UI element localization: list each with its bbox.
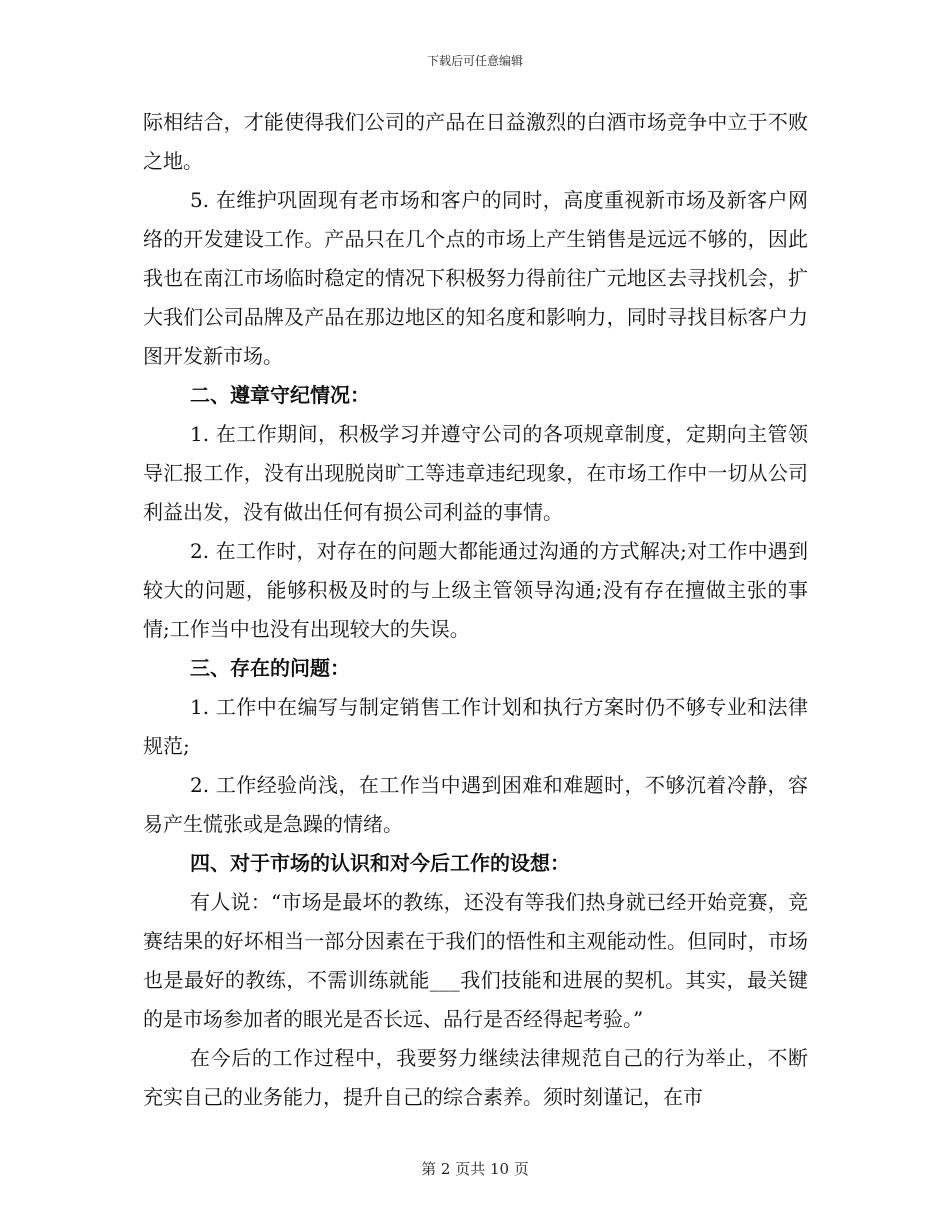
paragraph: 2. 在工作时，对存在的问题大都能通过沟通的方式解决;对工作中遇到较大的问题，能够积极及时的与上级主管领导沟通;没有存在擅做主张的事情;工作当中也没有出现较大的失误。 [143,539,808,641]
section-heading: 三、存在的问题： [190,656,350,680]
paragraph: 际相结合，才能使得我们公司的产品在日益激烈的白酒市场竞争中立于不败之地。 [143,110,808,173]
section-heading: 四、对于市场的认识和对今后工作的设想： [190,851,570,875]
paragraph: 有人说：“市场是最坏的教练，还没有等我们热身就已经开始竞赛，竞赛结果的好坏相当一部分因素在于我们的悟性和主观能动性。但同时，市场也是最好的教练，不需训练就能___我们技能和进展的契机。其实，最关键的是市场参加者的眼光是否长远、品行是否经得起考验。” [143,890,808,1031]
paragraph: 在今后的工作过程中，我要努力继续法律规范自己的行为举止，不断充实自己的业务能力，提升自己的综合素养。须时刻谨记，在市 [143,1046,808,1109]
paragraph: 2. 工作经验尚浅，在工作当中遇到困难和难题时，不够沉着冷静，容易产生慌张或是急躁的情绪。 [143,773,808,836]
section-heading: 二、遵章守纪情况： [190,383,370,407]
document-body [143,103,808,1117]
paragraph: 1. 在工作期间，积极学习并遵守公司的各项规章制度，定期向主管领导汇报工作，没有出现脱岗旷工等违章违纪现象，在市场工作中一切从公司利益出发，没有做出任何有损公司利益的事情。 [143,422,808,524]
page-header: 下载后可任意编辑 [426,54,523,68]
paragraph: 1. 工作中在编写与制定销售工作计划和执行方案时仍不够专业和法律规范; [143,695,808,758]
page-footer: 第 2 页共 10 页 [421,1160,529,1178]
paragraph: 5. 在维护巩固现有老市场和客户的同时，高度重视新市场及新客户网络的开发建设工作。产品只在几个点的市场上产生销售是远远不够的，因此我也在南江市场临时稳定的情况下积极努力得前往广元地区去寻找机会，扩大我们公司品牌及产品在那边地区的知名度和影响力，同时寻找目标客户力图开发新市场。 [143,188,808,368]
